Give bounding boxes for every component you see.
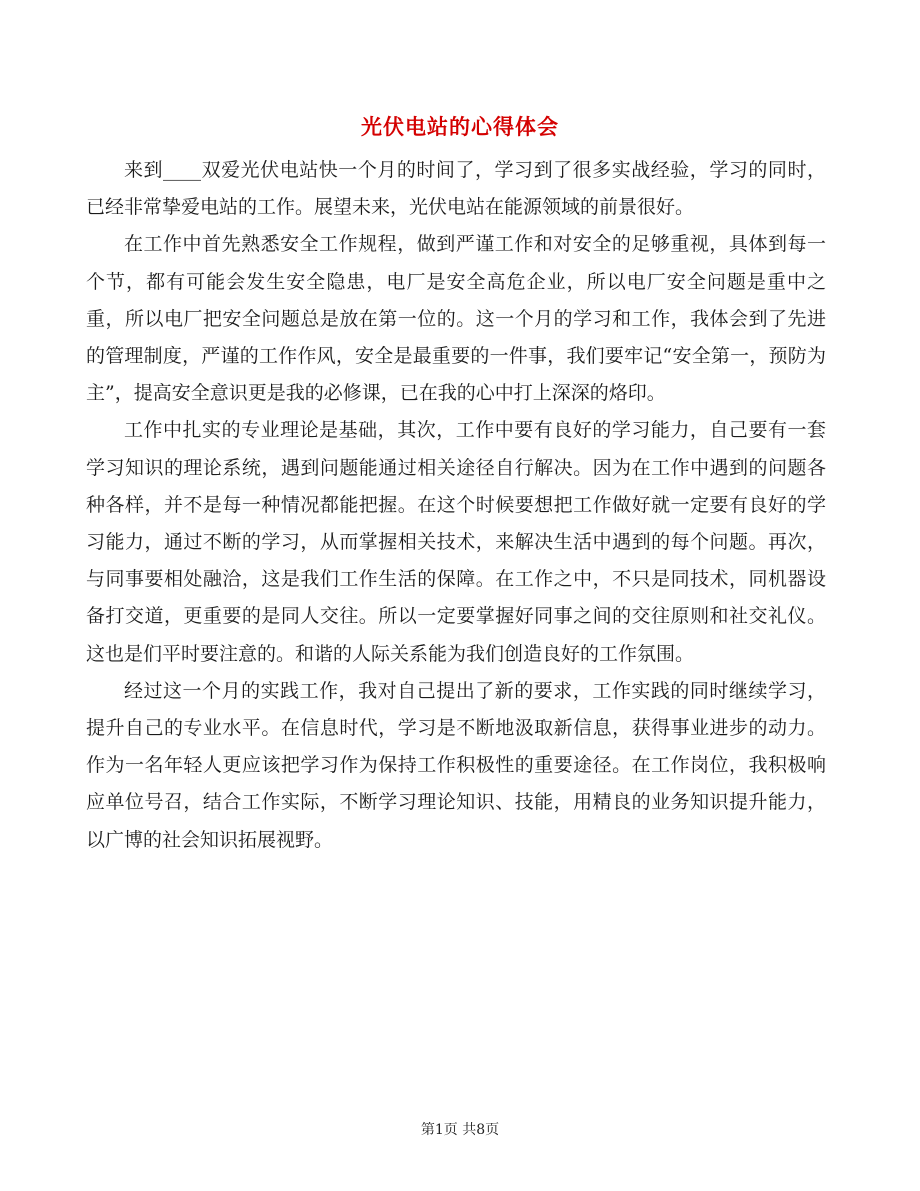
page-number: 第1页 共8页 — [420, 1122, 500, 1138]
paragraph-1: 来到____双爱光伏电站快一个月的时间了，学习到了很多实战经验，学习的同时，已经非常挚爱电站的工作。展望未来，光伏电站在能源领域的前景很好。 — [86, 159, 826, 219]
document-body — [86, 152, 826, 859]
paragraph-3: 工作中扎实的专业理论是基础，其次，工作中要有良好的学习能力，自己要有一套学习知识的理论系统，遇到问题能通过相关途径自行解决。因为在工作中遇到的问题各种各样，并不是每一种情况都能把握。在这个时候要想把工作做好就一定要有良好的学习能力，通过不断的学习，从而掌握相关技术，来解决生活中遇到的每个问题。再次，与同事要相处融洽，这是我们工作生活的保障。在工作之中，不只是同技术，同机器设备打交道，更重要的是同人交往。所以一定要掌握好同事之间的交往原则和社交礼仪。这也是们平时要注意的。和谐的人际关系能为我们创造良好的工作氛围。 — [86, 419, 826, 665]
paragraph-2: 在工作中首先熟悉安全工作规程，做到严谨工作和对安全的足够重视，具体到每一个节，都有可能会发生安全隐患，电厂是安全高危企业，所以电厂安全问题是重中之重，所以电厂把安全问题总是放在第一位的。这一个月的学习和工作，我体会到了先进的管理制度，严谨的工作作风，安全是最重要的一件事，我们要牢记“安全第一，预防为主”，提高安全意识更是我的必修课，已在我的心中打上深深的烙印。 — [86, 233, 826, 405]
paragraph-4: 经过这一个月的实践工作，我对自己提出了新的要求，工作实践的同时继续学习，提升自己的专业水平。在信息时代，学习是不断地汲取新信息，获得事业进步的动力。作为一名年轻人更应该把学习作为保持工作积极性的重要途径。在工作岗位，我积极响应单位号召，结合工作实际，不断学习理论知识、技能，用精良的业务知识提升能力，以广博的社会知识拓展视野。 — [86, 679, 826, 851]
document-title: 光伏电站的心得体会 — [361, 114, 559, 139]
